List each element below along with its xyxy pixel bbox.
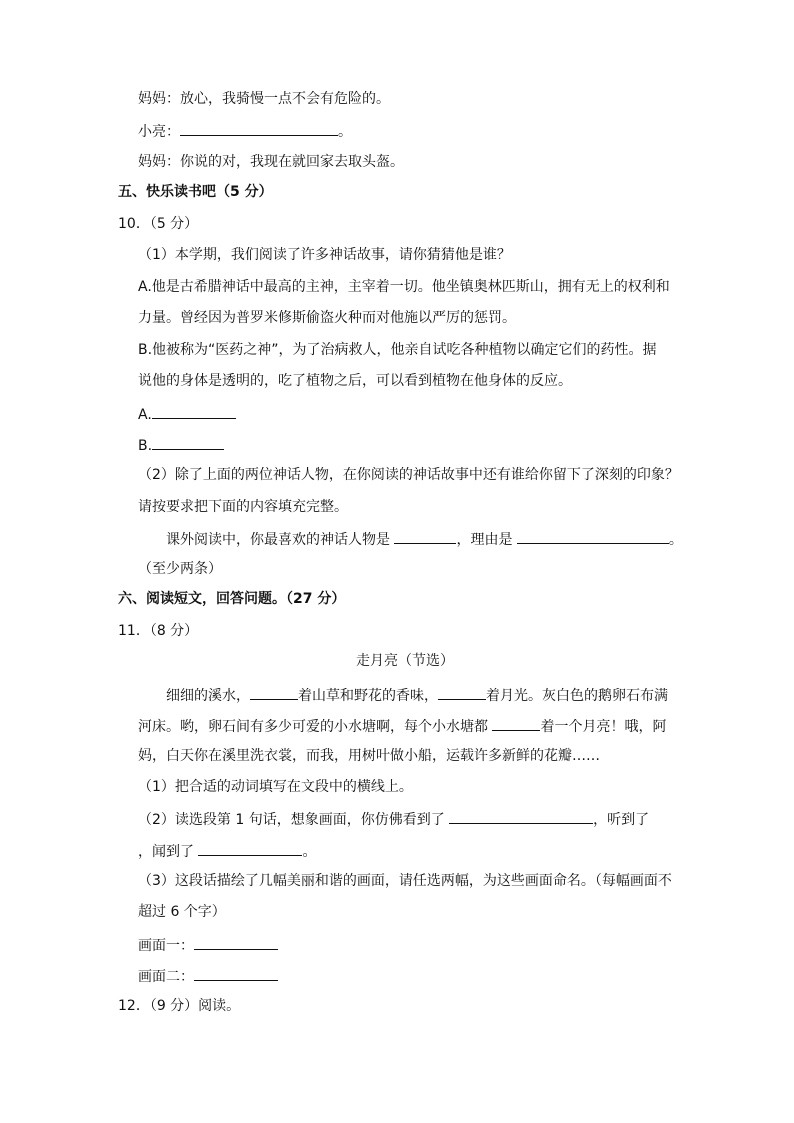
option-b-line-2: 说他的身体是透明的，吃了植物之后，可以看到植物在他身体的反应。 xyxy=(138,373,572,389)
passage-text: 着一个月亮！哦，阿 xyxy=(540,719,667,735)
verb-blank-2[interactable] xyxy=(438,684,486,700)
verb-blank-3[interactable] xyxy=(492,715,540,731)
fill-text-b: ，理由是 xyxy=(456,532,513,548)
sub-question-2-text: ，闻到了 xyxy=(138,844,194,860)
question-12-label: 12．（9 分）阅读。 xyxy=(118,998,241,1014)
question-11-label: 11．（8 分） xyxy=(118,623,199,639)
punct: 。 xyxy=(668,532,683,548)
section-5-heading: 五、快乐读书吧（5 分） xyxy=(118,184,273,200)
sub-question-1: （1）把合适的动词填写在文段中的横线上。 xyxy=(138,779,413,795)
passage-line-2 xyxy=(138,715,666,737)
smelled-blank[interactable] xyxy=(198,840,302,856)
answer-a-blank[interactable] xyxy=(152,403,236,419)
question-10-part-2-line-1: （2）除了上面的两位神话人物，在你阅读的神话故事中还有谁给你留下了深刻的印象？ xyxy=(138,467,679,483)
punct: 。 xyxy=(302,844,317,860)
option-a-line-2: 力量。曾经因为普罗米修斯偷盗火种而对他施以严厉的惩罚。 xyxy=(138,310,516,326)
answer-a-label: A. xyxy=(138,407,152,423)
passage-line-3: 妈，白天你在溪里洗衣裳，而我，用树叶做小船，运载许多新鲜的花瓣…… xyxy=(138,748,600,764)
dialog-liang-prefix: 小亮： xyxy=(138,124,180,140)
picture-name-2 xyxy=(138,965,278,987)
passage-title: 走月亮（节选） xyxy=(356,653,454,669)
punct: 。 xyxy=(338,124,352,140)
passage-line-1 xyxy=(166,684,668,706)
answer-a xyxy=(138,403,236,425)
sub-question-2-text: （2）读选段第 1 句话，想象画面，你仿佛看到了 xyxy=(138,812,445,828)
answer-blank[interactable] xyxy=(180,120,338,136)
fill-note: （至少两条） xyxy=(138,561,222,577)
sub-question-3-line-2: 超过 6 个字） xyxy=(138,904,226,920)
question-10-part-2-line-2: 请按要求把下面的内容填充完整。 xyxy=(138,499,348,515)
answer-b xyxy=(138,434,224,456)
question-10-label: 10．（5 分） xyxy=(118,216,199,232)
reason-blank[interactable] xyxy=(517,528,669,544)
passage-text: 着山草和野花的香味， xyxy=(298,688,438,704)
sub-question-2 xyxy=(138,808,649,830)
dialog-mom-2: 妈妈：你说的对，我现在就回家去取头盔。 xyxy=(138,154,404,170)
dialog-mom-1: 妈妈：放心，我骑慢一点不会有危险的。 xyxy=(138,91,390,107)
passage-text: 河床。哟，卵石间有多少可爱的小水塘啊，每个小水塘都 xyxy=(138,719,488,735)
passage-text: 细细的溪水， xyxy=(166,688,250,704)
answer-b-blank[interactable] xyxy=(152,434,224,450)
passage-text: 着月光。灰白色的鹅卵石布满 xyxy=(486,688,668,704)
verb-blank-1[interactable] xyxy=(250,684,298,700)
section-6-heading: 六、阅读短文，回答问题。（27 分） xyxy=(118,591,346,607)
picture-name-1-label: 画面一： xyxy=(138,938,194,954)
picture-name-1 xyxy=(138,934,278,956)
answer-b-label: B. xyxy=(138,438,153,454)
question-10-part-1: （1）本学期，我们阅读了许多神话故事，请你猜猜他是谁？ xyxy=(138,247,511,263)
favorite-character-blank[interactable] xyxy=(394,528,456,544)
option-a-line-1: A.他是古希腊神话中最高的主神，主宰着一切。他坐镇奥林匹斯山，拥有无上的权利和 xyxy=(138,279,670,295)
fill-line xyxy=(166,528,683,550)
picture-name-1-blank[interactable] xyxy=(194,934,278,950)
sub-question-3-line-1: （3）这段话描绘了几幅美丽和谐的画面，请任选两幅，为这些画面命名。（每幅画面不 xyxy=(138,873,672,889)
picture-name-2-blank[interactable] xyxy=(194,965,278,981)
dialog-liang xyxy=(138,120,352,142)
sub-question-2-text: ，听到了 xyxy=(593,812,650,828)
picture-name-2-label: 画面二： xyxy=(138,969,194,985)
fill-text-a: 课外阅读中，你最喜欢的神话人物是 xyxy=(166,532,390,548)
sub-question-2-cont xyxy=(138,840,316,862)
saw-blank[interactable] xyxy=(449,808,593,824)
option-b-line-1: B.他被称为“医药之神”，为了治病救人，他亲自试吃各种植物以确定它们的药性。据 xyxy=(138,342,657,358)
